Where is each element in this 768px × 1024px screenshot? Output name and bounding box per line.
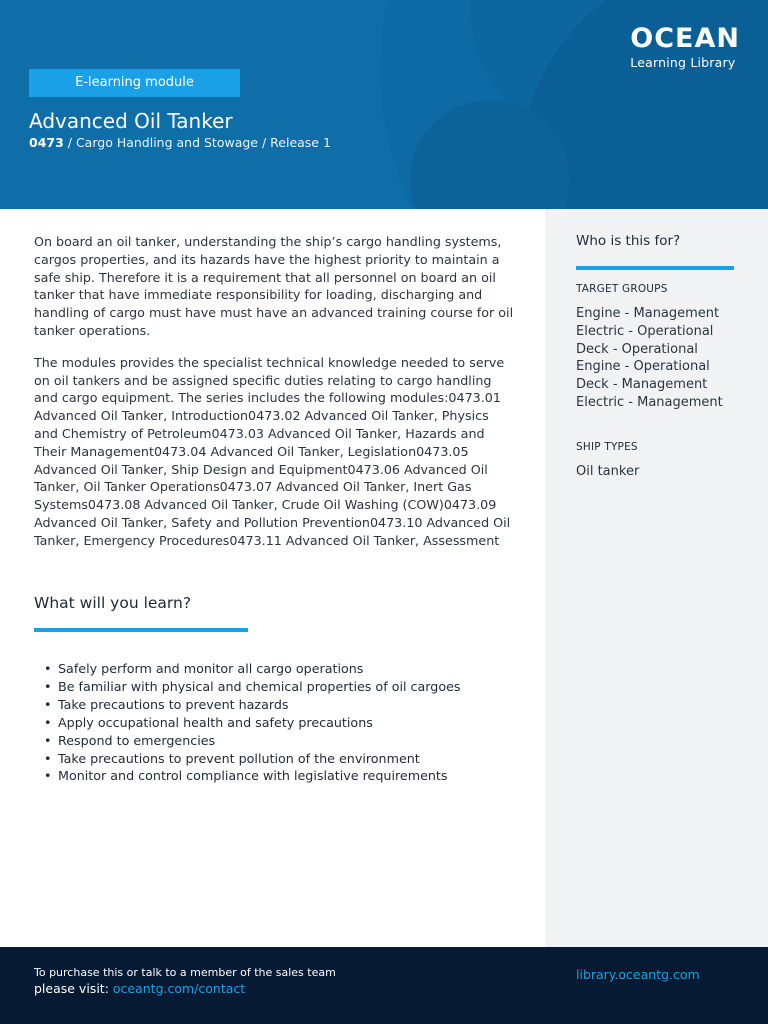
ship-types-list [576, 463, 639, 481]
list-item: • Safely perform and monitor all cargo operations [58, 660, 461, 678]
heading-underline [34, 628, 248, 632]
list-item: • Take precautions to prevent hazards [58, 696, 461, 714]
list-item: Deck - Management [576, 377, 708, 393]
footer [0, 947, 768, 1024]
logo-wordmark: OCEAN [630, 23, 740, 54]
description-paragraph: The modules provides the specialist technical knowledge needed to serve on oil tankers and be assigned specific duties relating to cargo handling and cargo equipment. The series includes the following modules:0473.01 Advanced Oil Tanker, Introduction0473.02 Advanced Oil Tanker, Physics and Chemistry of Petroleum0473.03 Advanced Oil Tanker, Hazards and Their Management0473.04 Advanced Oil Tanker, Legislation0473.05 Advanced Oil Tanker, Ship Design and Equipment0473.06 Advanced Oil Tanker, Oil Tanker Operations0473.07 Advanced Oil Tanker, Inert Gas Systems0473.08 Advanced Oil Tanker, Crude Oil Washing (COW)0473.09 Advanced Oil Tanker, Safety and Pollution Prevention0473.10 Advanced Oil Tanker, Emergency Procedures0473.11 Advanced Oil Tanker, Assessment [34, 354, 511, 548]
list-item: • Take precautions to prevent pollution of the environment [58, 750, 461, 768]
logo-subtitle: Learning Library [630, 55, 736, 70]
audience-sidebar [545, 209, 768, 947]
list-item: • Monitor and control compliance with legislative requirements [58, 767, 461, 785]
course-description [34, 233, 514, 564]
sidebar-heading: Who is this for? [576, 233, 681, 249]
target-groups-label: TARGET GROUPS [576, 283, 668, 295]
list-item: Electric - Management [576, 394, 723, 410]
list-item: Deck - Operational [576, 341, 698, 357]
list-item: • Apply occupational health and safety precautions [58, 714, 461, 732]
list-item: Electric - Operational [576, 323, 714, 339]
list-item: Engine - Operational [576, 359, 710, 375]
learn-heading: What will you learn? [34, 594, 192, 612]
description-paragraph: On board an oil tanker, understanding the ship’s cargo handling systems, cargos properties, and its hazards have the highest priority to maintain a safe ship. Therefore it is a requirement that all personnel on board an oil tanker that have immediate responsibility for loading, discharging and handling of cargo must have must have an advanced training course for oil tanker operations. [34, 234, 514, 338]
list-item: Engine - Management [576, 306, 720, 321]
list-item: • Respond to emergencies [58, 732, 461, 750]
module-type-badge: E-learning module [29, 69, 240, 97]
footer-purchase-text: To purchase this or talk to a member of the sales team [34, 966, 336, 979]
heading-underline [576, 266, 734, 270]
header-banner [0, 0, 768, 209]
course-path: / Cargo Handling and Stowage / Release 1 [63, 135, 331, 150]
contact-link[interactable]: oceantg.com/contact [112, 981, 246, 996]
list-item: Oil tanker [576, 464, 640, 479]
ship-types-label: SHIP TYPES [576, 441, 638, 453]
footer-visit-prefix: please visit: [34, 981, 113, 996]
learning-outcomes-list [58, 660, 461, 785]
target-groups-list [576, 305, 723, 412]
course-breadcrumb [29, 135, 331, 151]
ocean-logo [630, 25, 740, 71]
page-title: Advanced Oil Tanker [29, 109, 233, 133]
footer-visit-line [34, 981, 245, 997]
list-item: • Be familiar with physical and chemical properties of oil cargoes [58, 678, 461, 696]
course-code: 0473 [29, 135, 64, 150]
library-link[interactable]: library.oceantg.com [576, 967, 700, 982]
